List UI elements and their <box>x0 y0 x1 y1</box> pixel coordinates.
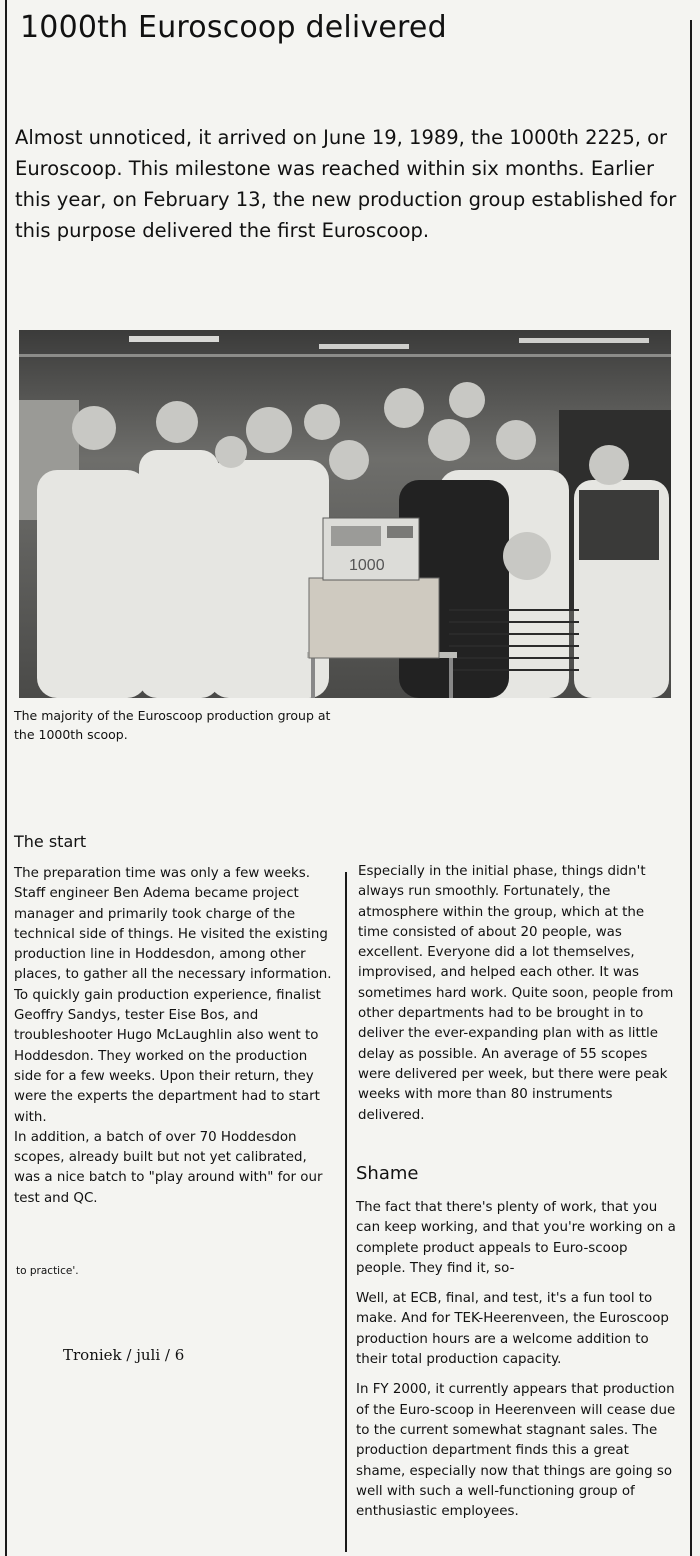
fragment-text: to practice'. <box>16 1265 79 1277</box>
page-border-right <box>690 20 692 1556</box>
column-divider <box>345 872 347 1552</box>
scope-display-text: 1000 <box>349 557 385 574</box>
article-lead: Almost unnoticed, it arrived on June 19, 1989, the 1000th 2225, or Euroscoop. This milestone was reached within six months. Earlier this year, on February 13, the new production group established for this purpose delivered the first Euroscoop. <box>15 126 677 242</box>
paragraph: In FY 2000, it currently appears that production of the Euro-scoop in Heerenveen will cease due to the current somewhat stagnant sales. The production department finds this a great shame, especially now that things are going so well with such a well-functioning group of enthusiastic employees. <box>356 1382 676 1520</box>
heading-the-start: The start <box>14 832 87 851</box>
paragraph: The preparation time was only a few weeks. Staff engineer Ben Adema became project manager and primarily took charge of the technical side of things. He visited the existing production line in Hoddesdon, among other places, to gather all the necessary information. <box>14 866 332 983</box>
paragraph: Well, at ECB, final, and test, it's a fun tool to make. And for TEK-Heerenveen, the Euroscoop production hours are a welcome addition to their total production capacity. <box>356 1291 669 1368</box>
column-right-shame <box>356 1198 678 1522</box>
heading-shame: Shame <box>356 1163 419 1184</box>
paragraph: To quickly gain production experience, finalist Geoffry Sandys, tester Eise Bos, and troubleshooter Hugo McLaughlin also went to Hoddesdon. They worked on the production side for a few weeks. Upon their return, they were the experts the department had to start with. <box>14 987 321 1125</box>
paragraph: In addition, a batch of over 70 Hoddesdon scopes, already built but not yet calibrated, was a nice batch to "play around with" for our test and QC. <box>14 1129 323 1206</box>
group-photo <box>19 330 671 698</box>
column-right <box>358 862 678 1126</box>
page-border-left <box>5 0 7 1556</box>
paragraph: The fact that there's plenty of work, that you can keep working, and that you're working on a complete product appeals to Euro-scoop people. They find it, so- <box>356 1200 676 1276</box>
paragraph: Especially in the initial phase, things didn't always run smoothly. Fortunately, the atmosphere within the group, which at the time consisted of about 20 people, was excellent. Everyone did a lot themselves, improvised, and helped each other. It was sometimes hard work. Quite soon, people from other departments had to be brought in to deliver the ever-expanding plan with as little delay as possible. An average of 55 scopes were delivered per week, but there were peak weeks with more than 80 instruments delivered. <box>358 864 674 1123</box>
page-footer: Troniek / juli / 6 <box>63 1346 185 1364</box>
column-left <box>14 864 332 1209</box>
photo-caption: The majority of the Euroscoop production group at the 1000th scoop. <box>14 708 331 742</box>
article-title: 1000th Euroscoop delivered <box>20 10 447 45</box>
